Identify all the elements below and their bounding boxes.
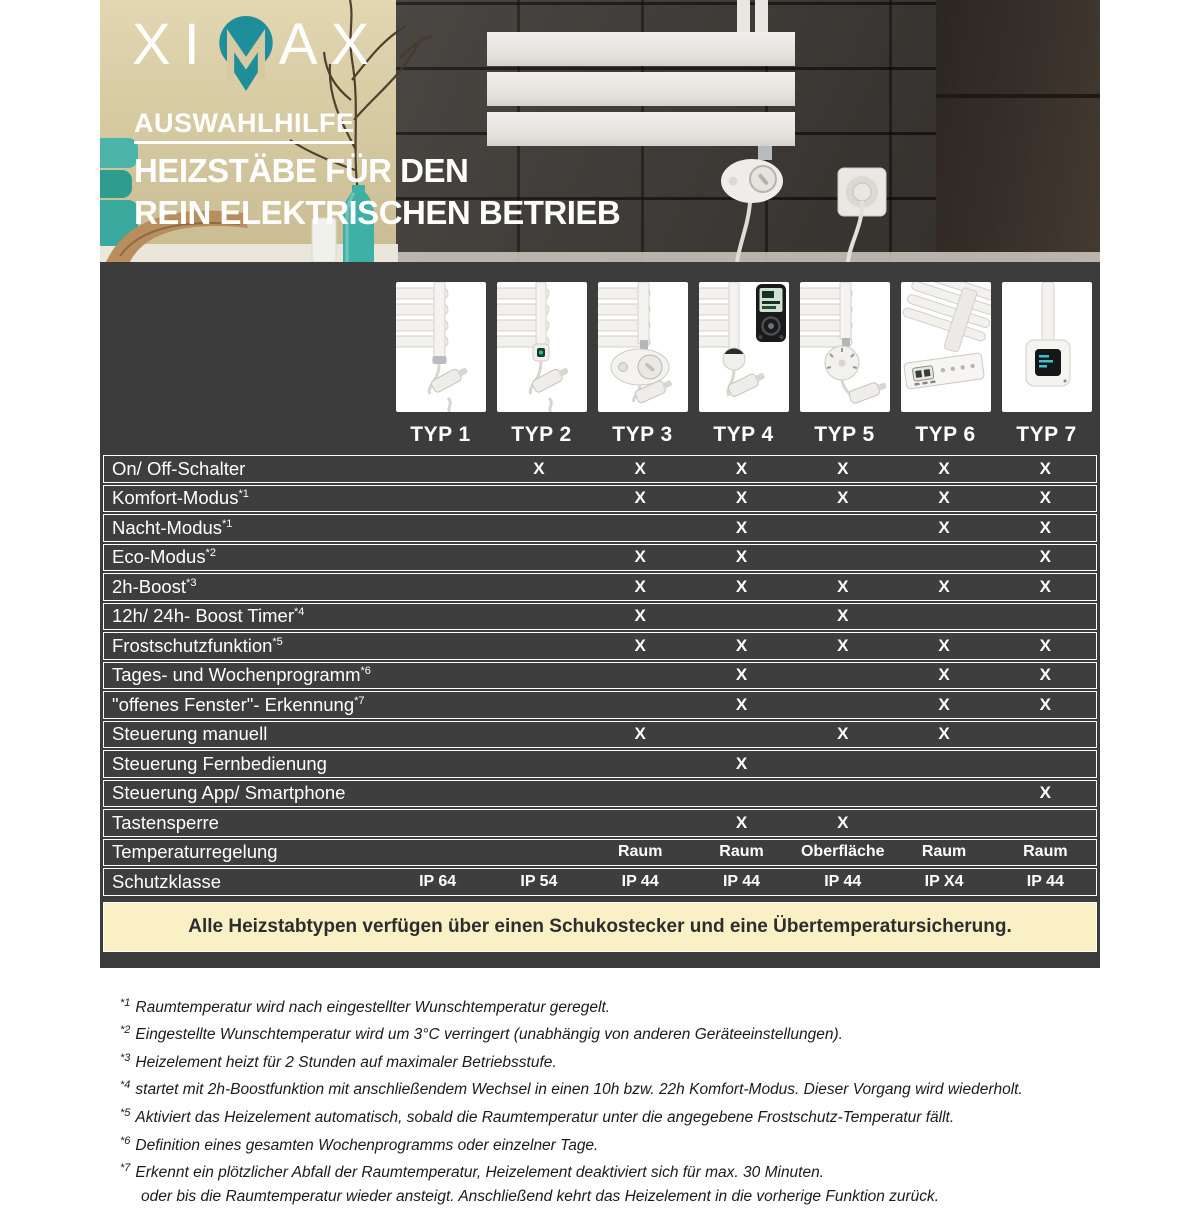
- feature-row-14: [103, 868, 1097, 896]
- logo-text-left: XI: [132, 12, 213, 77]
- cell-typ7: X: [1039, 458, 1052, 478]
- product-photo-typ7: [1002, 282, 1092, 412]
- cell-typ6: X: [938, 665, 950, 685]
- title-line-1: HEIZSTÄBE FÜR DEN: [134, 152, 469, 189]
- footnote-*3: [120, 1047, 1100, 1075]
- feature-row-label: On/ Off-Schalter: [112, 457, 246, 479]
- footnote-ref: *6: [360, 665, 371, 678]
- feature-row-label: Steuerung Fernbedienung: [112, 752, 327, 774]
- cell-typ5: X: [837, 458, 849, 478]
- column-header-typ7: TYP 7: [1016, 423, 1077, 446]
- cell-typ4: IP 44: [722, 872, 761, 890]
- column-header-typ5: TYP 5: [814, 423, 875, 446]
- cell-typ3: X: [634, 635, 646, 655]
- footnote-*6: [120, 1130, 1100, 1158]
- footnote-text: Heizelement heizt für 2 Stunden auf maximaler Betriebsstufe.: [135, 1053, 557, 1071]
- cell-typ6: IP X4: [924, 872, 964, 890]
- heating-rod-smart-box-icon: [1002, 282, 1092, 412]
- ximax-logo-pin-icon: [215, 16, 277, 92]
- footnote-marker: *7: [120, 1162, 131, 1175]
- cell-typ7: X: [1039, 665, 1052, 685]
- feature-row-1: [103, 485, 1097, 513]
- feature-row-label: Nacht-Modus$^{*1}$: [112, 516, 233, 538]
- heating-rod-thermostat-knob-icon: [800, 282, 890, 412]
- title-line-2: REIN ELEKTRISCHEN BETRIEB: [134, 194, 621, 231]
- footnote-text: Raumtemperatur wird nach eingestellter Wunschtemperatur geregelt.: [135, 998, 611, 1016]
- feature-row-10: [103, 750, 1097, 778]
- cell-typ6: X: [938, 488, 950, 508]
- feature-rows: [103, 455, 1097, 896]
- cell-typ7: IP 44: [1026, 872, 1064, 890]
- footnote-text: Eingestellte Wunschtemperatur wird um 3°C verringert (unabhängig von anderen Geräteeinstellungen).: [135, 1026, 843, 1044]
- cell-typ3: X: [634, 458, 646, 478]
- column-header-typ4: TYP 4: [713, 423, 774, 446]
- footnote-ref: *7: [354, 694, 365, 707]
- feature-row-7: [103, 662, 1097, 690]
- cell-typ6: X: [938, 635, 950, 655]
- footnote-marker: *5: [120, 1107, 131, 1120]
- footnotes: [100, 992, 1100, 1209]
- footnote-text: Aktiviert das Heizelement automatisch, sobald die Raumtemperatur unter die angegebene Frostschutz-Temperatur fällt.: [135, 1109, 955, 1127]
- cell-typ4: Raum: [719, 843, 764, 861]
- comparison-table: [100, 262, 1100, 968]
- cell-typ4: X: [735, 694, 748, 714]
- cell-typ7: X: [1039, 783, 1052, 803]
- feature-row-0: [103, 455, 1097, 483]
- cell-typ4: X: [735, 576, 748, 596]
- feature-row-3: [103, 544, 1097, 572]
- cell-typ4: X: [735, 635, 748, 655]
- heating-element-controller: [721, 146, 783, 262]
- footnote-*4: [120, 1074, 1100, 1102]
- floor-strip: [396, 252, 1100, 262]
- product-photo-typ2: [497, 282, 587, 412]
- radiator-illustration: [487, 0, 795, 146]
- product-photo-typ3: [598, 282, 688, 412]
- info-banner: [103, 902, 1097, 952]
- cell-typ7: X: [1039, 694, 1052, 714]
- product-photo-typ1: [396, 282, 486, 412]
- feature-row-label: 2h-Boost$^{*3}$: [112, 575, 197, 597]
- cell-typ4: X: [735, 488, 748, 508]
- footnote-marker: *4: [120, 1079, 131, 1092]
- heating-rod-indicator-icon: [497, 282, 587, 412]
- wall-socket-illustration: [838, 168, 886, 262]
- footnote-*1: [120, 992, 1100, 1020]
- feature-row-2: [103, 514, 1097, 542]
- feature-row-label: 12h/ 24h- Boost Timer$^{*4}$: [112, 605, 305, 627]
- footnote-marker: *2: [120, 1024, 131, 1037]
- cell-typ1: IP 64: [419, 872, 457, 890]
- feature-row-6: [103, 632, 1097, 660]
- footnote-text: oder bis die Raumtemperatur wieder ansteigt. Anschließend kehrt das Heizelement in die vorherige Funktion zurück.: [141, 1188, 940, 1206]
- feature-row-label: Steuerung App/ Smartphone: [112, 782, 346, 804]
- cell-typ7: X: [1039, 517, 1052, 537]
- cell-typ6: X: [938, 576, 950, 596]
- flyer-page: [100, 0, 1100, 1209]
- heating-rod-remote-control-icon: [699, 282, 789, 412]
- cell-typ3: X: [634, 606, 646, 626]
- cell-typ3: X: [634, 547, 646, 567]
- feature-row-label: Komfort-Modus$^{*1}$: [112, 487, 249, 509]
- cell-typ5: X: [837, 576, 849, 596]
- feature-row-5: [103, 603, 1097, 631]
- feature-row-label: Steuerung manuell: [112, 723, 268, 745]
- footnote-ref: *1: [238, 488, 249, 501]
- footnote-*2: [120, 1019, 1100, 1047]
- footnote-*5: [120, 1102, 1100, 1130]
- cell-typ3: X: [634, 488, 646, 508]
- footnote-text: startet mit 2h-Boostfunktion mit anschließendem Wechsel in einen 10h bzw. 22h Komfort-Modus. Dieser Vorgang wird wiederholt.: [135, 1081, 1023, 1099]
- product-photo-typ4: [699, 282, 789, 412]
- cell-typ7: Raum: [1023, 843, 1068, 861]
- cell-typ7: X: [1039, 488, 1052, 508]
- product-cards-row: [103, 282, 1097, 412]
- feature-row-label: Temperaturregelung: [112, 841, 278, 863]
- brand-logo: [132, 14, 382, 92]
- feature-row-8: [103, 691, 1097, 719]
- product-photo-typ5: [800, 282, 890, 412]
- footnote-ref: *2: [205, 547, 216, 560]
- cell-typ5: IP 44: [824, 872, 862, 890]
- cell-typ6: Raum: [921, 843, 967, 861]
- logo-text-right: AX: [278, 12, 383, 77]
- feature-row-13: [103, 839, 1097, 867]
- feature-row-label: Schutzklasse: [112, 870, 221, 892]
- feature-row-9: [103, 721, 1097, 749]
- cell-typ5: X: [837, 812, 849, 832]
- cell-typ7: X: [1039, 635, 1052, 655]
- cell-typ5: X: [837, 488, 849, 508]
- footnote-ref: *3: [186, 576, 197, 589]
- footnote-marker: *6: [120, 1134, 131, 1147]
- cell-typ4: X: [735, 458, 748, 478]
- towels: [100, 138, 138, 246]
- cell-typ6: X: [938, 458, 950, 478]
- feature-row-label: Tages- und Wochenprogramm$^{*6}$: [112, 664, 371, 686]
- feature-row-label: Frostschutzfunktion$^{*5}$: [112, 634, 283, 656]
- column-header-typ2: TYP 2: [511, 423, 572, 446]
- cell-typ5: X: [837, 635, 849, 655]
- header-photo: [100, 0, 1100, 262]
- cell-typ3: X: [634, 724, 646, 744]
- cell-typ5: Oberfläche: [800, 843, 885, 861]
- cell-typ5: X: [837, 724, 849, 744]
- cell-typ3: X: [634, 576, 646, 596]
- radiator-control-panel-icon: [901, 282, 991, 412]
- footnote-continuation: [120, 1185, 1100, 1209]
- cell-typ4: X: [735, 517, 748, 537]
- footnote-ref: *1: [222, 517, 233, 530]
- typ-header-row: [103, 418, 1097, 452]
- footnote-text: Erkennt ein plötzlicher Abfall der Raumtemperatur, Heizelement deaktiviert sich für max. 30 Minuten.: [135, 1164, 825, 1182]
- feature-row-label: Tastensperre: [112, 811, 219, 833]
- cell-typ6: X: [938, 724, 950, 744]
- footnote-marker: *3: [120, 1051, 131, 1064]
- cell-typ5: X: [837, 606, 849, 626]
- cell-typ3: Raum: [617, 843, 663, 861]
- cell-typ2: IP 54: [520, 872, 558, 890]
- footnote-ref: *4: [294, 606, 305, 619]
- cell-typ6: X: [938, 517, 950, 537]
- cell-typ3: IP 44: [621, 872, 659, 890]
- column-header-typ3: TYP 3: [612, 423, 673, 446]
- heating-rod-oval-controller-icon: [598, 282, 688, 412]
- feature-row-11: [103, 780, 1097, 808]
- footnote-marker: *1: [120, 996, 131, 1009]
- info-banner-text: Alle Heizstabtypen verfügen über einen Schukostecker und eine Übertemperatursicherung.: [188, 915, 1012, 937]
- cell-typ4: X: [735, 665, 748, 685]
- cell-typ2: X: [533, 458, 545, 478]
- footnote-ref: *5: [272, 635, 283, 648]
- cell-typ4: X: [735, 753, 748, 773]
- cell-typ7: X: [1039, 547, 1052, 567]
- cell-typ4: X: [735, 812, 748, 832]
- page-title: [134, 150, 620, 234]
- footnote-text: Definition eines gesamten Wochenprogramms oder einzelner Tage.: [135, 1136, 599, 1154]
- feature-row-label: Eco-Modus$^{*2}$: [112, 546, 216, 568]
- feature-row-4: [103, 573, 1097, 601]
- feature-row-12: [103, 809, 1097, 837]
- eyebrow-title: AUSWAHLHILFE: [134, 108, 354, 144]
- cell-typ6: X: [938, 694, 950, 714]
- cell-typ7: X: [1039, 576, 1052, 596]
- column-header-typ1: TYP 1: [410, 423, 471, 446]
- feature-row-label: "offenes Fenster"- Erkennung$^{*7}$: [112, 693, 365, 715]
- column-header-typ6: TYP 6: [915, 423, 976, 446]
- cell-typ4: X: [735, 547, 748, 567]
- footnote-*7: [120, 1157, 1100, 1185]
- product-photo-typ6: [901, 282, 991, 412]
- heating-rod-basic-icon: [396, 282, 486, 412]
